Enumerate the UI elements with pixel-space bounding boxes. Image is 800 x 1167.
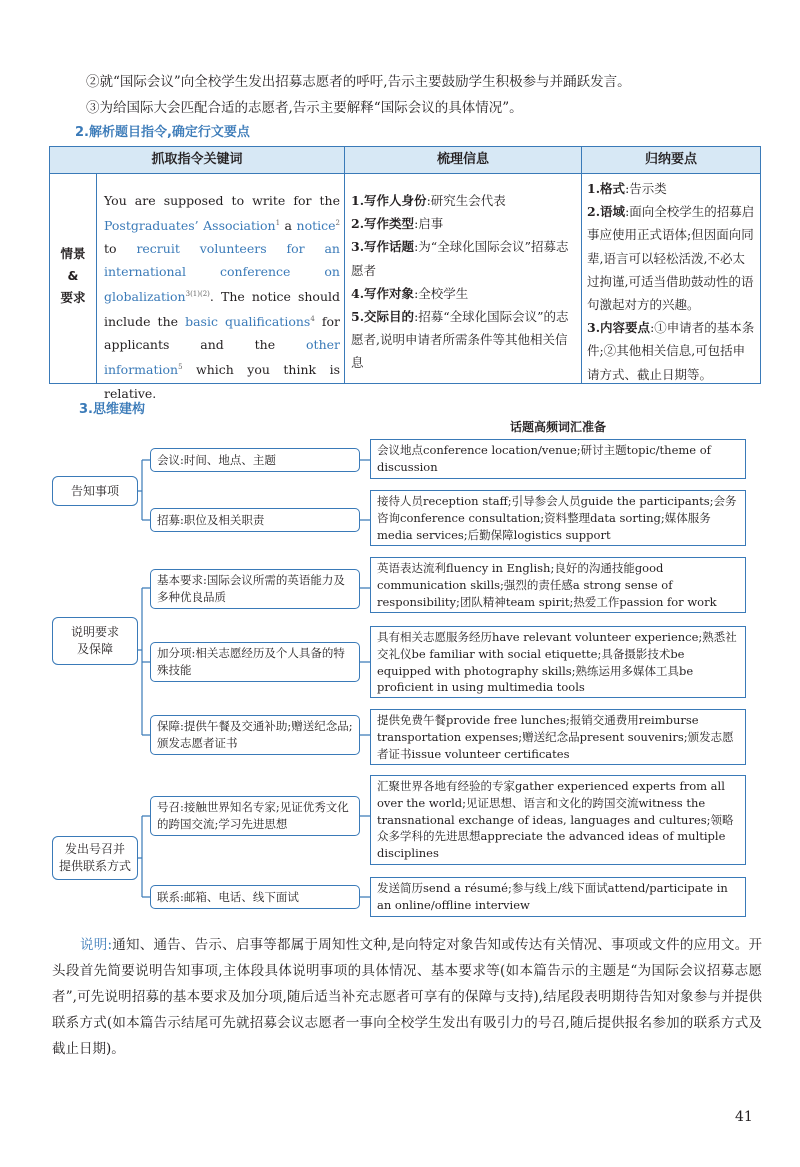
info-item: 4.写作对象:全校学生 xyxy=(351,285,469,301)
mid-bonus: 加分项:相关志愿经历及个人具备的特殊技能 xyxy=(150,642,360,682)
vocab-guarantee: 提供免费午餐provide free lunches;报销交通费用reimburse transportation expenses;赠送纪念品present souvenirs;颁发志愿者证书issue volunteer certificates xyxy=(370,709,746,765)
vocab-bonus: 具有相关志愿服务经历have relevant volunteer experience;熟悉社交礼仪be familiar with social etiquette;具备摄影技术be equipped with photography skills;熟练运用多媒体工具be proficient in using multimedia tools xyxy=(370,626,746,698)
row-label: 情景 & 要求 xyxy=(60,246,86,305)
mid-recruit: 招募:职位及相关职责 xyxy=(150,508,360,532)
root-requirements: 说明要求 及保障 xyxy=(52,617,138,665)
root-notice-items: 告知事项 xyxy=(52,476,138,506)
section-3-title: 3.思维建构 xyxy=(79,402,145,417)
note-label: 说明: xyxy=(80,937,113,953)
vocab-title: 话题高频词汇准备 xyxy=(510,420,607,434)
info-item: 2.写作类型:启事 xyxy=(351,216,444,232)
root-call-contact: 发出号召并 提供联系方式 xyxy=(52,836,138,880)
vocab-contact: 发送简历send a résumé;参与线上/线下面试attend/participate in an online/offline interview xyxy=(370,877,746,917)
header-keywords: 抓取指令关键词 xyxy=(50,147,344,173)
header-summary: 归纳要点 xyxy=(582,147,760,173)
mid-call: 号召:接触世界知名专家;见证优秀文化的跨国交流;学习先进思想 xyxy=(150,796,360,836)
mid-contact: 联系:邮箱、电话、线下面试 xyxy=(150,885,360,909)
intro-line-3: ③为给国际大会匹配合适的志愿者,告示主要解释“国际会议的具体情况”。 xyxy=(86,100,523,116)
section-2-title: 2.解析题目指令,确定行文要点 xyxy=(75,125,250,140)
info-item: 1.写作人身份:研究生会代表 xyxy=(351,193,506,208)
vocab-basic-req: 英语表达流利fluency in English;良好的沟通技能good communication skills;强烈的责任感a strong sense of responsibility;团队精神team spirit;热爱工作passion for work xyxy=(370,557,746,613)
header-info: 梳理信息 xyxy=(345,147,581,173)
mid-guarantee: 保障:提供午餐及交通补助;赠送纪念品;颁发志愿者证书 xyxy=(150,715,360,755)
page-number: 41 xyxy=(735,1109,753,1125)
intro-line-2: ②就“国际会议”向全校学生发出招募志愿者的呼吁,告示主要鼓励学生积极参与并踊跃发言。 xyxy=(86,74,631,90)
summary-item: 3.内容要点:①申请者的基本条件;②其他相关信息,可包括申请方式、截止日期等。 xyxy=(587,320,755,382)
mid-meeting: 会议:时间、地点、主题 xyxy=(150,448,360,472)
vocab-recruit: 接待人员reception staff;引导参会人员guide the participants;会务咨询conference consultation;资料整理data sorting;媒体服务media services;后勤保障logistics support xyxy=(370,490,746,546)
instruction-text: You are supposed to write for the Postgraduates’ Association$^1$ a notice$^2$ to recruit volunteers for an international conference on globalization$^{3(1)(2)}$. The notice should include the basic qualifications$^4$ for applicants and the other information$^5$ which you think is relative. xyxy=(104,193,340,401)
summary-item: 1.格式:告示类 xyxy=(587,181,667,196)
info-item: 3.写作话题:为“全球化国际会议”招募志愿者 xyxy=(351,239,569,278)
vocab-call: 汇聚世界各地有经验的专家gather experienced experts from all over the world;见证思想、语言和文化的跨国交流witness the transnational exchange of ideas, languages and cultures;领略众多学科的先进思想appreciate the advanced ideas of multiple disciplines xyxy=(370,775,746,865)
note-paragraph: 说明:通知、通告、告示、启事等都属于周知性文种,是向特定对象告知或传达有关情况、事项或文件的应用文。开头段首先简要说明告知事项,主体段具体说明事项的具体情况、基本要求等(如本篇告示的主题是“为国际会议招募志愿者”,可先说明招募的基本要求及加分项,随后适当补充志愿者可享有的保障与支持),结尾段表明期待告知对象参与并提供联系方式(如本篇告示结尾可先就招募会议志愿者一事向全校学生发出有吸引力的号召,随后提供报名参加的联系方式及截止日期)。 xyxy=(52,937,762,1057)
mid-basic-req: 基本要求:国际会议所需的英语能力及多种优良品质 xyxy=(150,569,360,609)
vocab-meeting: 会议地点conference location/venue;研讨主题topic/theme of discussion xyxy=(370,439,746,479)
info-item: 5.交际目的:招募“全球化国际会议”的志愿者,说明申请者所需条件等其他相关信息 xyxy=(351,309,569,371)
summary-item: 2.语域:面向全校学生的招募启事应使用正式语体;但因面向同辈,语言可以轻松活泼,不必太过拘谨,可适当借助鼓动性的语句激起对方的兴趣。 xyxy=(587,204,755,313)
